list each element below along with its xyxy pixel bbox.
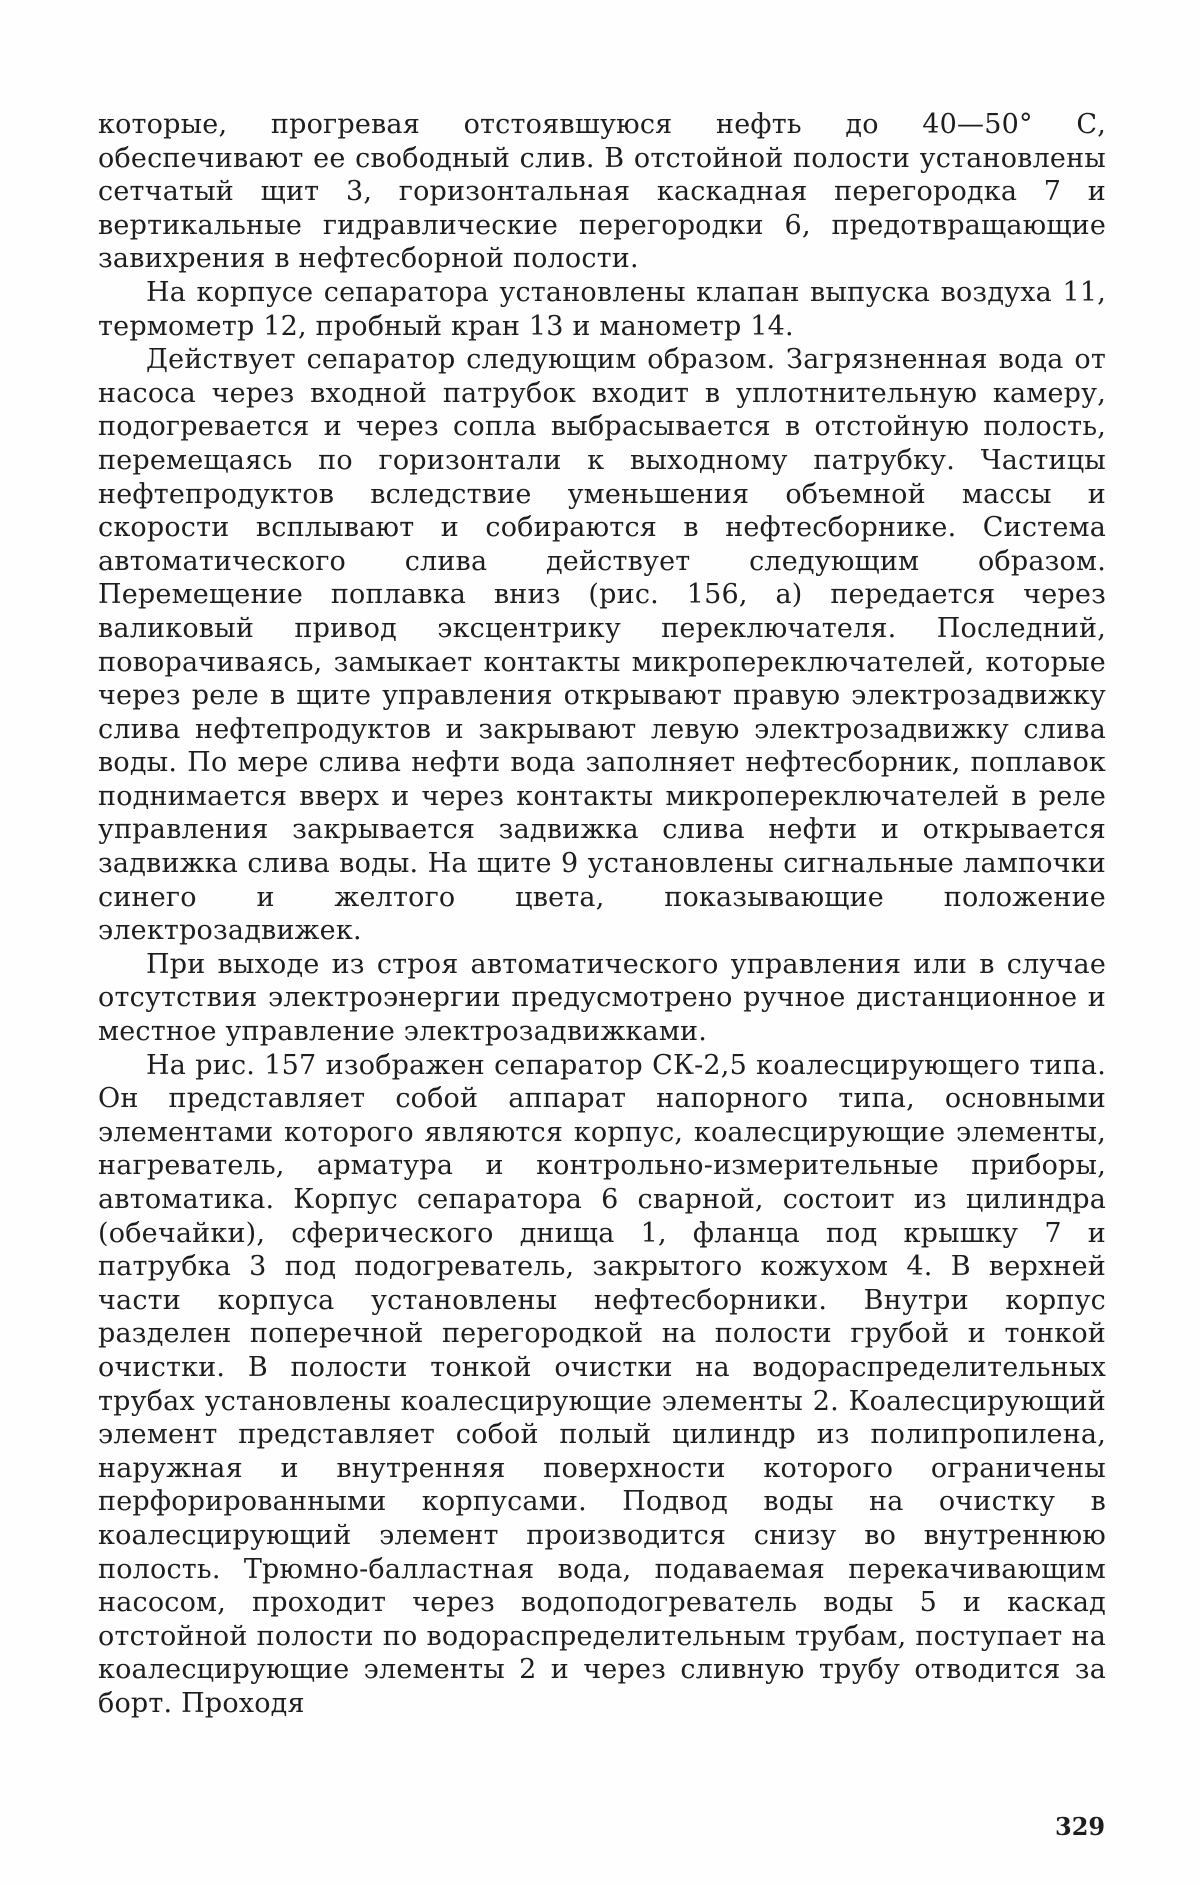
page-number: 329 xyxy=(1055,1812,1106,1841)
paragraph-3: Действует сепаратор следующим образом. Загрязненная вода от насоса через входной патрубок входит в уплотнительную камеру, подогревается и через сопла выбрасывается в отстойную полость, перемещаясь по горизонтали к выходному патрубку. Частицы нефтепродуктов вследствие уменьшения объемной массы и скорости всплывают и собираются в нефтесборнике. Система автоматического слива действует следующим образом. Перемещение поплавка вниз (рис. 156, а) передается через валиковый привод эксцентрику переключателя. Последний, поворачиваясь, замыкает контакты микропереключателей, которые через реле в щите управления открывают правую электрозадвижку слива нефтепродуктов и закрывают левую электрозадвижку слива воды. По мере слива нефти вода заполняет нефтесборник, поплавок поднимается вверх и через контакты микропереключателей в реле управления закрывается задвижка слива нефти и открывается задвижка слива воды. На щите 9 установлены сигнальные лампочки синего и желтого цвета, показывающие положение электрозадвижек. xyxy=(98,344,1106,947)
paragraph-4: При выходе из строя автоматического управления или в случае отсутствия электроэнергии предусмотрено ручное дистанционное и местное управление электрозадвижками. xyxy=(98,948,1106,1048)
paragraph-5: На рис. 157 изображен сепаратор СК-2,5 коалесцирующего типа. Он представляет собой аппарат напорного типа, основными элементами которого являются корпус, коалесцирующие элементы, нагреватель, арматура и контрольно-измерительные приборы, автоматика. Корпус сепаратора 6 сварной, состоит из цилиндра (обечайки), сферического днища 1, фланца под крышку 7 и патрубка 3 под подогреватель, закрытого кожухом 4. В верхней части корпуса установлены нефтесборники. Внутри корпус разделен поперечной перегородкой на полости грубой и тонкой очистки. В полости тонкой очистки на водораспределительных трубах установлены коалесцирующие элементы 2. Коалесцирующий элемент представляет собой полый цилиндр из полипропилена, наружная и внутренняя поверхности которого ограничены перфорированными корпусами. Подвод воды на очистку в коалесцирующий элемент производится снизу во внутреннюю полость. Трюмно-балластная вода, подаваемая перекачивающим насосом, проходит через водоподогреватель воды 5 и каскад отстойной полости по водораспределительным трубам, поступает на коалесцирующие элементы 2 и через сливную трубу отводится за борт. Проходя xyxy=(98,1049,1106,1719)
paragraph-2: На корпусе сепаратора установлены клапан выпуска воздуха 11, термометр 12, пробный кран 13 и манометр 14. xyxy=(98,276,1106,342)
body-text xyxy=(98,108,1106,1721)
paragraph-1: которые, прогревая отстоявшуюся нефть до 40—50° С, обеспечивают ее свободный слив. В отстойной полости установлены сетчатый щит 3, горизонтальная каскадная перегородка 7 и вертикальные гидравлические перегородки 6, предотвращающие завихрения в нефтесборной полости. xyxy=(98,109,1106,275)
